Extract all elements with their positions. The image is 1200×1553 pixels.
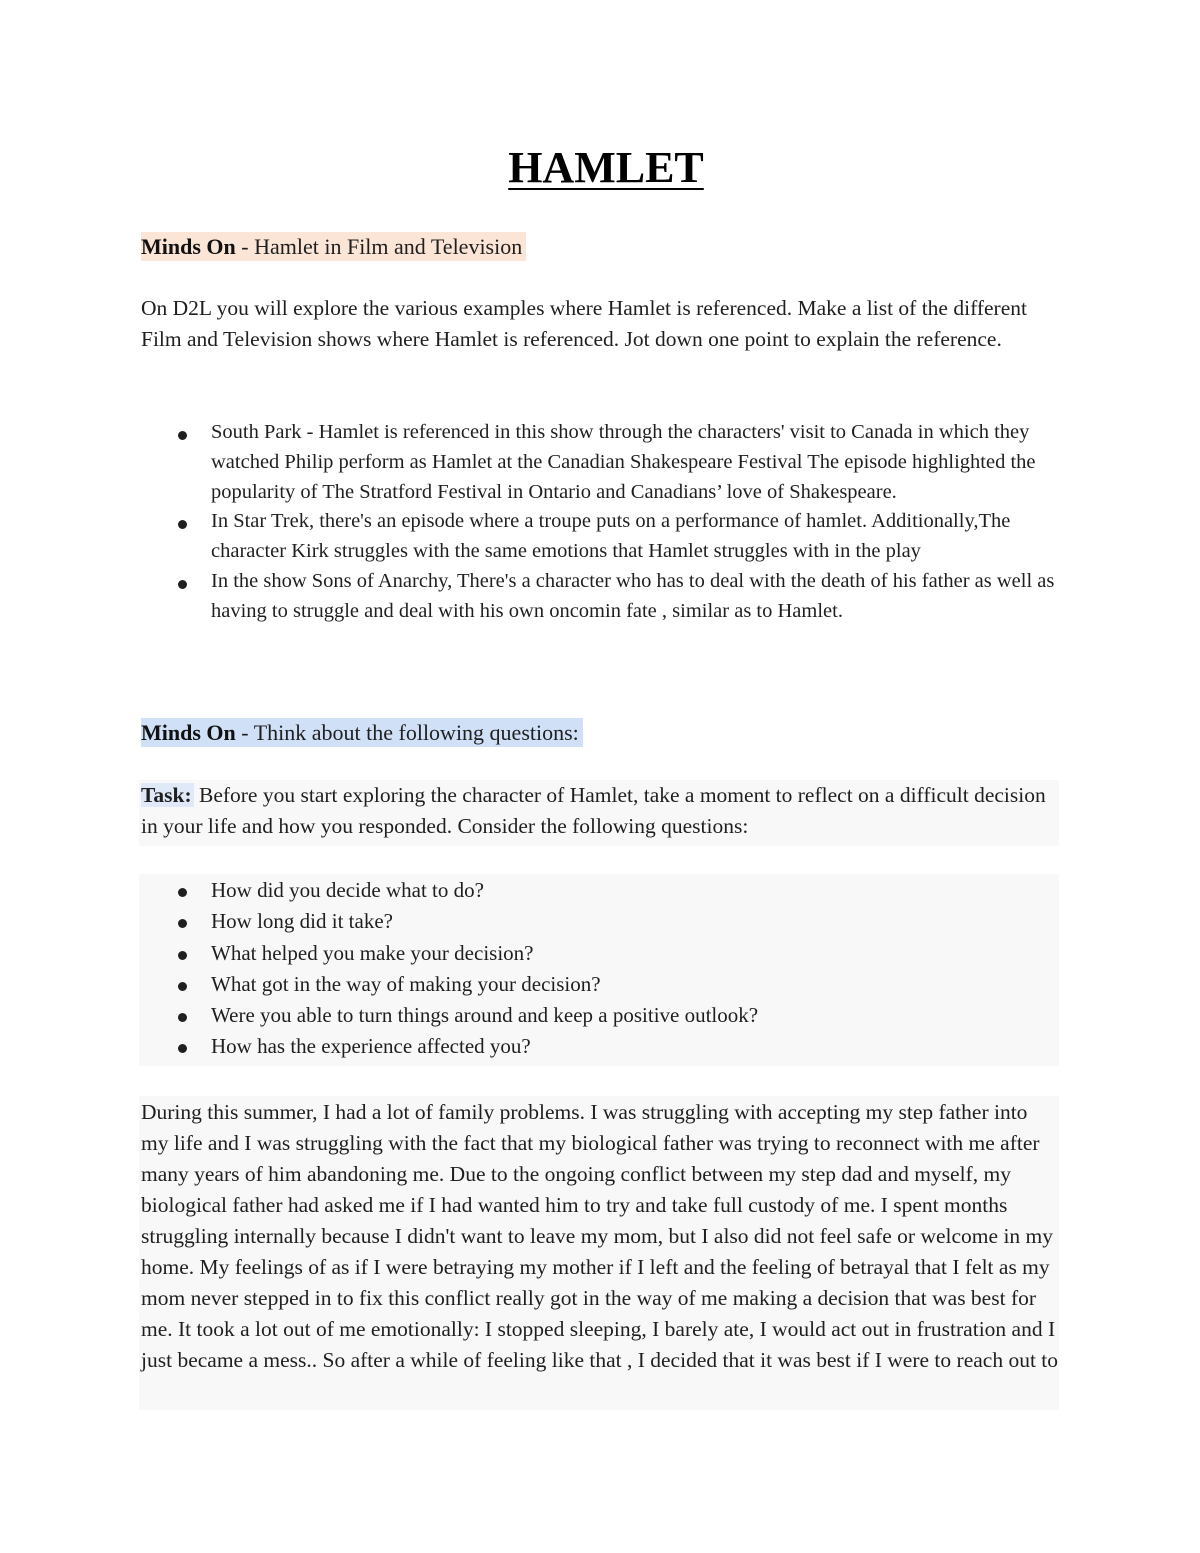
section-heading-film-tv	[141, 231, 526, 262]
references-list	[141, 418, 1059, 627]
task-text: Before you start exploring the character of Hamlet, take a moment to reflect on a difficult decision in your life and how you responded. Consider the following questions:	[141, 783, 1046, 838]
heading-text: - Think about the following questions:	[235, 720, 579, 745]
bullet-icon	[178, 580, 187, 589]
bullet-icon	[178, 520, 187, 529]
list-item	[141, 906, 1059, 937]
heading-highlight	[141, 232, 526, 261]
list-item-text: What got in the way of making your decision?	[211, 971, 601, 996]
document-title: HAMLET	[508, 143, 704, 192]
heading-label: Minds On	[141, 234, 236, 259]
list-item-text: In Star Trek, there's an episode where a troupe puts on a performance of hamlet. Additionally,The character Kirk struggles with the same emotions that Hamlet struggles with in the play	[211, 510, 1011, 563]
section-heading-questions	[141, 717, 583, 748]
task-label: Task:	[141, 783, 192, 807]
questions-list	[141, 875, 1059, 1063]
list-item	[141, 875, 1059, 906]
list-item	[141, 567, 1059, 627]
heading-label: Minds On	[141, 720, 236, 745]
list-item-text: How did you decide what to do?	[211, 878, 484, 902]
list-item	[141, 507, 1059, 567]
list-item-text: How has the experience affected you?	[211, 1034, 531, 1059]
heading-highlight	[141, 718, 583, 747]
list-item	[141, 969, 1059, 1000]
bullet-icon	[178, 982, 187, 991]
bullet-icon	[178, 1044, 187, 1053]
list-item-text: How long did it take?	[211, 909, 393, 934]
list-item	[141, 1000, 1059, 1031]
bullet-icon	[178, 951, 187, 960]
list-item-text: South Park - Hamlet is referenced in this show through the characters' visit to Canada in which they watched Philip perform as Hamlet at the Canadian Shakespeare Festival The episode highlighted the popularity of The Stratford Festival in Ontario and Canadians’ love of Shakespeare.	[211, 421, 1036, 503]
intro-paragraph: On D2L you will explore the various examples where Hamlet is referenced. Make a list of the different Film and Television shows where Hamlet is referenced. Jot down one point to explain the reference.	[141, 296, 1027, 351]
list-item-text: In the show Sons of Anarchy, There's a character who has to deal with the death of his father as well as having to struggle and deal with his own oncomin fate , similar as to Hamlet.	[211, 569, 1055, 622]
heading-text: - Hamlet in Film and Television	[235, 234, 523, 259]
list-item	[141, 418, 1059, 507]
list-item-text: Were you able to turn things around and keep a positive outlook?	[211, 1003, 759, 1028]
bullet-icon	[178, 1013, 187, 1022]
list-item-text: What helped you make your decision?	[211, 940, 534, 965]
task-paragraph	[141, 780, 1059, 842]
list-item	[141, 938, 1059, 969]
bullet-icon	[178, 888, 187, 897]
bullet-icon	[178, 919, 187, 928]
bullet-icon	[178, 431, 187, 440]
response-paragraph: During this summer, I had a lot of family problems. I was struggling with accepting my step father into my life and I was struggling with the fact that my biological father was trying to reconnect with me after many years of him abandoning me. Due to the ongoing conflict between my step dad and myself, my biological father had asked me if I had wanted him to try and take full custody of me. I spent months struggling internally because I didn't want to leave my mom, but I also did not feel safe or welcome in my home. My feelings of as if I were betraying my mother if I left and the feeling of betrayal that I felt as my mom never stepped in to fix this conflict really got in the way of me making a decision that was best for me. It took a lot out of me emotionally: I stopped sleeping, I barely ate, I would act out in frustration and I just became a mess.. So after a while of feeling like that , I decided that it was best if I were to reach out to	[141, 1100, 1059, 1372]
list-item	[141, 1031, 1059, 1062]
